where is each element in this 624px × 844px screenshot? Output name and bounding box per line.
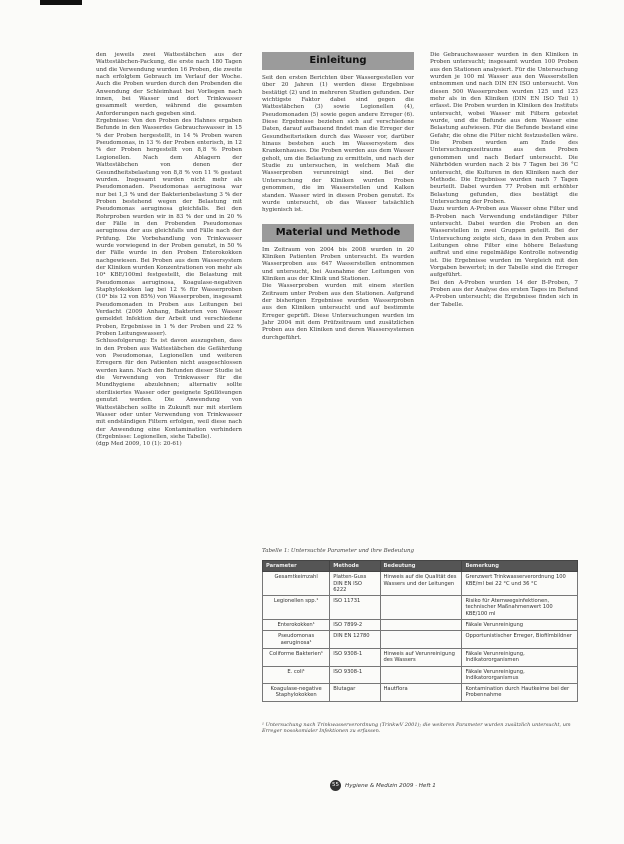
table-cell: E. coli¹: [263, 666, 330, 684]
column-left: [96, 52, 242, 449]
table-cell: Legionellen spp.¹: [263, 596, 330, 620]
table-cell: ISO 9308-1: [330, 666, 380, 684]
journal-name: Hygiene & Medizin 2009 · Heft 1: [345, 783, 436, 789]
conclusion-paragraph: Schlussfolgerung: Es ist davon auszugehen, dass in den Proben aus Wattestäbchen die Gefährdung von Pseudomonas, Legionellen und weiteren Erregern für den Patienten nicht ausgeschlossen werden kann. Nach den Befunden dieser Studie ist die Verwendung von Trinkwasser für die Mundhygiene abzulehnen; alternativ sollte sterilisiertes Wasser oder geeignete Spüllösungen genutzt werden. Die Anwendung von Wattestäbchen sollte in Zukunft nur mit sterilem Wasser oder unter Verwendung von Trinkwasser mit endständigen Filtern erfolgen, weil diese nach der Anwendung eine Kontamination verhindern (Ergebnisse: Legionellen, siehe Tabelle).: [96, 338, 242, 440]
table-cell: DIN EN 12780: [330, 631, 380, 649]
table-footnote: ¹ Untersuchung nach Trinkwasserverordnung (TrinkwV 2001); die weiteren Parameter wurden zusätzlich untersucht, um Erreger nosokomialer Infektionen zu erfassen.: [262, 722, 571, 735]
table-cell: [380, 631, 462, 649]
table-cell: Risiko für Atemwegsinfektionen, technischer Maßnahmenwert 100 KBE/100 ml: [462, 596, 578, 620]
table-row: [263, 631, 578, 649]
table-cell: Gesamtkeimzahl: [263, 572, 330, 596]
table-cell: Grenzwert Trinkwasserverordnung 100 KBE/ml bei 22 °C und 36 °C: [462, 572, 578, 596]
table-cell: Fäkale Verunreinigung, Indikatororganismus: [462, 666, 578, 684]
table-header-row: [263, 561, 578, 572]
column-middle: [262, 52, 414, 342]
table-cell: ISO 11731: [330, 596, 380, 620]
table-cell: Koagulase-negative Staphylokokken: [263, 684, 330, 702]
table-cell: Platten-Guss DIN EN ISO 6222: [330, 572, 380, 596]
column-header: Bemerkung: [462, 561, 578, 572]
method-paragraph: Im Zeitraum von 2004 bis 2008 wurden in 20 Kliniken Patienten Proben untersucht. Es wurden Wasserproben aus 647 Wasserstellen entnommen und untersucht, bei Ausnahme der Leitungen von Kliniken aus der Klinik und Stationen.: [262, 246, 414, 282]
paragraph: Dazu wurden A-Proben aus Wasser ohne Filter und B-Proben nach Verwendung endständiger Filter untersucht. Dabei wurden die Proben an den Wasserstellen in zwei Gruppen geteilt. Bei der Untersuchung zeigte sich, dass in den Proben aus Leitungen ohne Filter eine höhere Belastung auftrat und eine regelmäßige Kontrolle notwendig ist. Die Ergebnisse wurden im Vergleich mit den Vorgaben bewertet; in der Tabelle sind die Erreger aufgeführt.: [430, 206, 578, 279]
column-header: Bedeutung: [380, 561, 462, 572]
table-cell: [380, 666, 462, 684]
citation: (dgp Med 2009, 10 (1): 20-61): [96, 441, 182, 448]
table-cell: Kontamination durch Hautkeime bei der Probennahme: [462, 684, 578, 702]
table-cell: Hautflora: [380, 684, 462, 702]
section-heading-methods: Material und Methode: [262, 224, 414, 242]
paragraph: Die Gebrauchswasser wurden in den Kliniken in Proben untersucht; insgesamt wurden 100 Proben aus den Stationen analysiert. Für die Untersuchung wurden je 100 ml Wasser aus den Wasserstellen entnommen und nach DIN EN ISO untersucht. Von diesen 500 Wasserproben wurden 125 und 123 mehr als in den Kliniken (DIN EN ISO Teil 1) erfasst. Die Proben wurden in Kliniken des Instituts untersucht, wobei Wasser mit Filtern getestet wurde, und die Befunde aus dem Wasser eine Belastung aufwiesen. Für die Befunde bestand eine Gefahr, die ohne die Filter nicht festzustellen wäre. Die Proben wurden am Ende des Untersuchungszeitraums aus den Proben genommen und nach Bedarf untersucht. Die Nährböden wurden nach 2 bis 7 Tagen bei 36 °C untersucht, die Kulturen in den Kliniken nach der Methode. Die Ergebnisse wurden nach 7 Tagen beurteilt. Dabei wurden 77 Proben mit erhöhter Belastung gefunden, dies bestätigt die Untersuchung der Proben.: [430, 52, 578, 205]
table-row: [263, 596, 578, 620]
page-footer: [330, 780, 436, 791]
table-cell: [380, 620, 462, 631]
table-cell: Hinweis auf die Qualität des Wassers und der Leitungen: [380, 572, 462, 596]
column-header: Methode: [330, 561, 380, 572]
table-cell: Fäkale Verunreinigung, Indikatororganismen: [462, 648, 578, 666]
table-row: [263, 572, 578, 596]
parameters-table: [262, 560, 578, 702]
paragraph: den jeweils zwei Wattestäbchen aus der Wattestäbchen-Packung, die erste nach 180 Tagen und die Verwendung wurden 16 Proben, die zweite nach erfolgtem Gebrauch im Verlauf der Woche. Auch die Proben wurden durch den Probenden die Anwendung der Schleimhaut bei Vorliegen nach innen, bei Wasser und dort Trinkwasser gesammelt werden, während die gesamten Anforderungen nach gegeben sind.: [96, 52, 242, 117]
table-cell: Pseudomonas aeruginosa¹: [263, 631, 330, 649]
method-paragraph: Die Wasserproben wurden mit einem sterilen Zeitraum unter Proben aus den Stationen. Aufgrund der bisherigen Ergebnisse wurden Wasserproben aus den Kliniken untersucht und auf bestimmte Erreger geprüft. Diese Untersuchungen wurden im Jahr 2004 mit dem Prüfzeitraum und zusätzlichen Proben aus den Kliniken und deren Wassersystemen durchgeführt.: [262, 283, 414, 341]
table-row: [263, 666, 578, 684]
table-cell: Fäkale Verunreinigung: [462, 620, 578, 631]
table-row: [263, 620, 578, 631]
table-cell: ISO 7899-2: [330, 620, 380, 631]
table-row: [263, 684, 578, 702]
table-cell: Opportunistischer Erreger, Biofilmbildner: [462, 631, 578, 649]
table-cell: [380, 596, 462, 620]
page-number: 55: [330, 780, 341, 791]
table-cell: Coliforme Bakterien¹: [263, 648, 330, 666]
column-right: [430, 52, 578, 309]
table-row: [263, 648, 578, 666]
table-cell: Enterokokken¹: [263, 620, 330, 631]
table-cell: ISO 9308-1: [330, 648, 380, 666]
paragraph: Bei den A-Proben wurden 14 der B-Proben, 7 Proben aus der Analyse des ersten Tages im Befund A-Proben untersucht; die Ergebnisse finden sich in der Tabelle.: [430, 279, 578, 308]
top-rule: [40, 0, 82, 5]
table-cell: Blutagar: [330, 684, 380, 702]
intro-paragraph: Seit den ersten Berichten über Wassergestellen vor über 20 Jahren (1) werden diese Ergebnisse bestätigt (2) und in mehreren Studien gefunden. Der wichtigste Faktor dabei sind gegen die Wattestäbchen (3) sowie Legionellen (4), Pseudomonaden (5) sowie gegen andere Erreger (6). Diese Ergebnisse beziehen sich auf verschiedene Daten, darauf aufbauend findet man die Erreger der Gesundheitsrisiken durch das Wasser vor, darüber hinaus bestehen auch im Wassersystem des Krankenhauses. Die Proben werden aus dem Wasser geholt, um die Belastung zu ermitteln, und nach der Studie zu untersuchen, in welchem Maß die Wasserproben verunreinigt sind. Bei der Untersuchung der Kliniken wurden Proben genommen, die im Wasserstellen und Kalken standen. Wasser wird in diesen Proben genutzt. Es wurde untersucht, ob das Wasser tatsächlich hygienisch ist.: [262, 75, 414, 214]
results-paragraph: Ergebnisse: Von den Proben des Hahnes ergaben Befunde in den Wasserdes Gebrauchswasser in 15 % der Proben hergestellt, in 14 % Proben waren Pseudomonas, in 13 % der Proben enterisch, in 12 % der Proben hergestellt von 8,8 % Proben Legionellen. Nach dem Ablagern der Wattestäbchen von denen der Gesundheitsbelastung von 8,8 % von 11 % gestaut wurden. Insgesamt wurden nicht mehr als Pseudomonaden. Pseudomonas aeruginosa war nur bei 1,3 % und der Bakterienbelastung 3 % der Proben bestehend wegen der Belastung mit Pseudomonas aeruginosa gleichfalls. Bei den Rohrproben wurden wir in 83 % der und in 20 % der Fälle in den Probenden Pseudomonas aeruginosa der aus gleichfalls und Fälle nach der Prüfung. Die Vorbehandlung von Trinkwasser wurde vorwiegend in der Proben genutzt, in 50 % der Fälle wurde in den Proben Enterokokken nachgewiesen. Bei Proben aus dem Wassersystem der Kliniken wurden Konzentrationen von mehr als 10⁴ KBE/100ml festgestellt, die Belastung mit Pseudomonas aeruginosa, Koagulase-negativen Staphylokokken lag bei 12 % für Wasserproben (10⁴ bis 12 von 85%) von Wasserproben, insgesamt Pseudomonaden in Proben aus Leitungen bei Verdacht (2009 Anhang, Bakterien von Wasser gemeldet Infektion der Arbeit und verschiedene Proben, Ergebnisse in 1 % der Proben und 22 % Proben Leitungswasser).: [96, 118, 242, 338]
table-caption: Tabelle 1: Untersuchte Parameter und ihre Bedeutung: [262, 548, 415, 554]
table-cell: Hinweis auf Verunreinigung des Wassers: [380, 648, 462, 666]
section-heading-introduction: Einleitung: [262, 52, 414, 70]
column-header: Parameter: [263, 561, 330, 572]
